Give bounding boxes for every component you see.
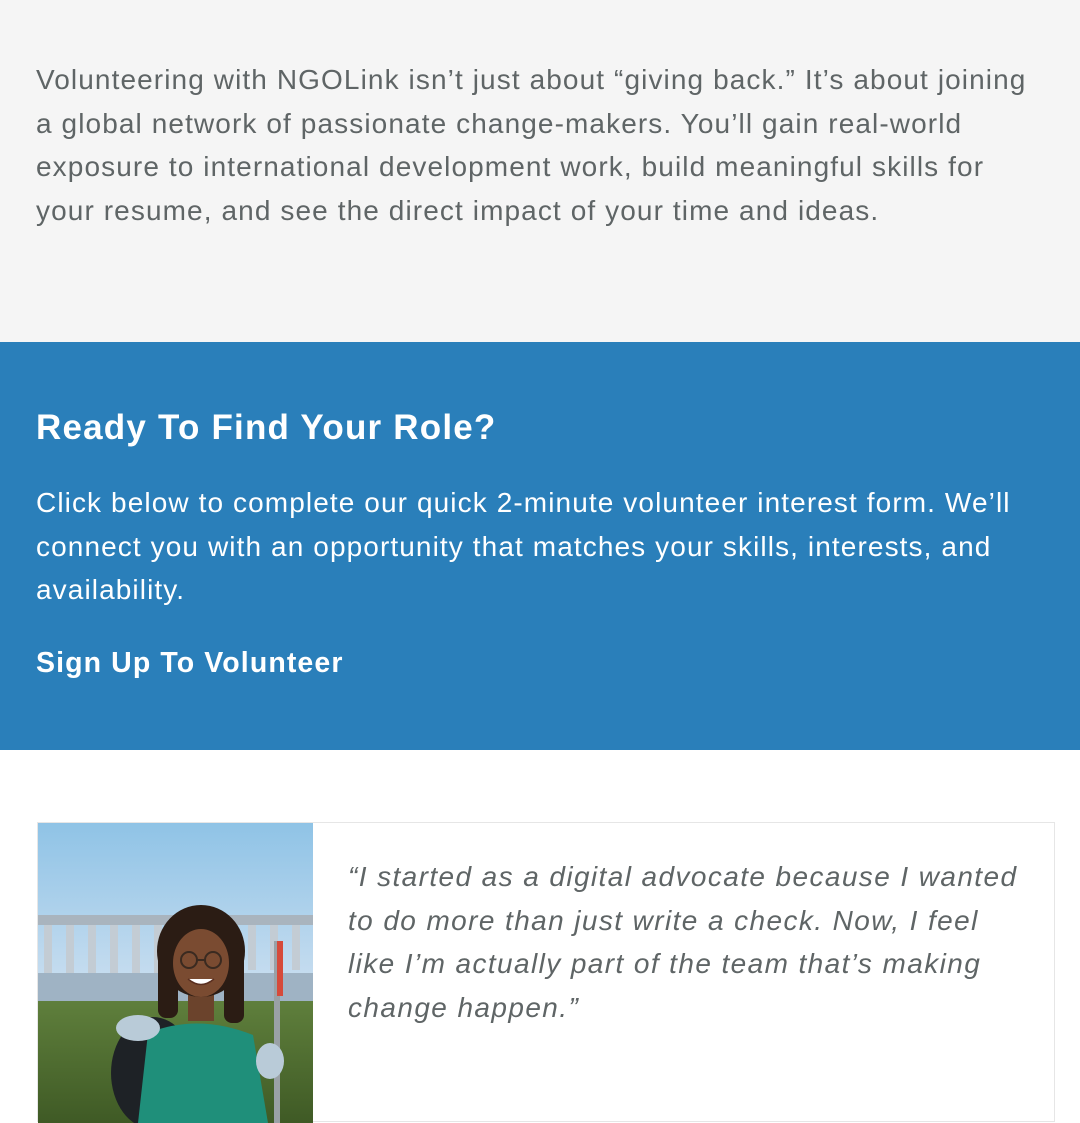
- testimonial-quote: “I started as a digital advocate because I wanted to do more than just write a check. Now, I feel like I’m actually part of the team that’s making change happen.”: [348, 861, 1018, 1023]
- testimonial-card: [37, 822, 1055, 1122]
- volunteer-photo: [38, 823, 313, 1123]
- cta-heading: Ready To Find Your Role?: [36, 408, 497, 447]
- sign-up-link[interactable]: Sign Up To Volunteer: [36, 647, 344, 679]
- intro-paragraph: Volunteering with NGOLink isn’t just about “giving back.” It’s about joining a global network of passionate change-makers. You’ll gain real-world exposure to international development work, build meaningful skills for your resume, and see the direct impact of your time and ideas.: [36, 64, 1027, 226]
- intro-section: [0, 0, 1080, 342]
- cta-section: [0, 342, 1080, 750]
- volunteer-photo-illustration: [38, 823, 313, 1123]
- cta-description: Click below to complete our quick 2-minute volunteer interest form. We’ll connect you with an opportunity that matches your skills, interests, and availability.: [36, 487, 1011, 605]
